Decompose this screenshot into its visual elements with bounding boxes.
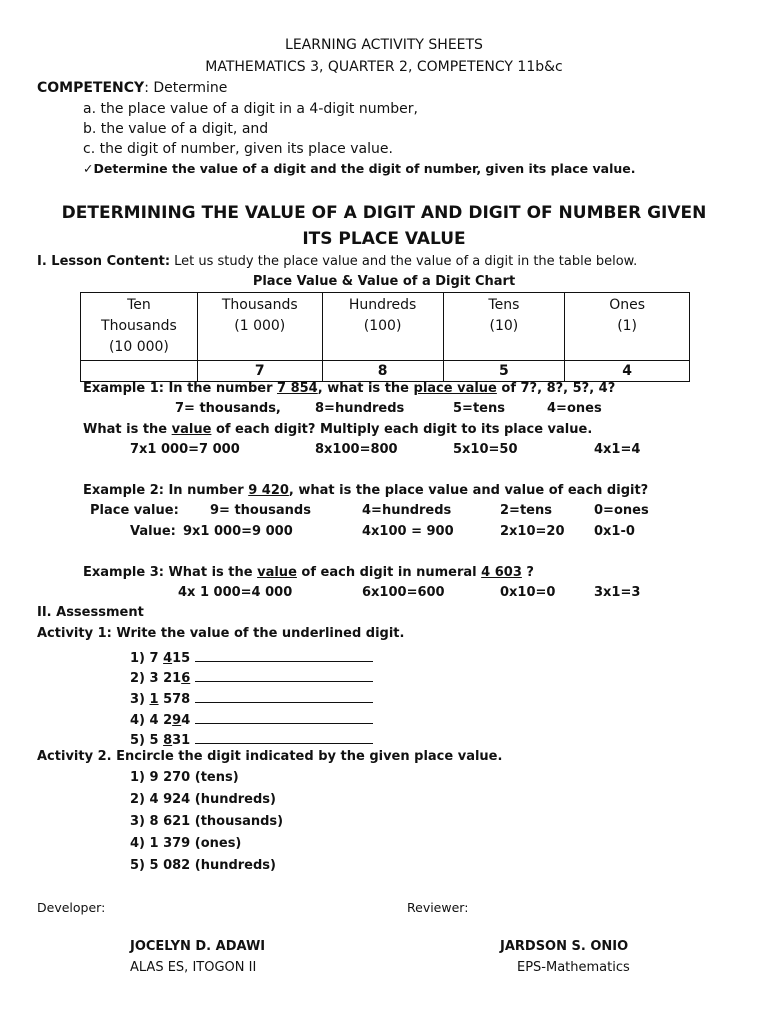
chart-header-line: (100) [363,318,402,334]
example1-answer-thousands: 7= thousands, [175,401,281,416]
reviewer-label: Reviewer: [407,900,469,915]
example1-answer-ones: 4=ones [547,401,602,416]
chart-header-line: Ones [609,297,646,313]
example3-value: 6x100=600 [362,585,445,600]
reviewer-name: JARDSON S. ONIO [500,939,629,954]
example-number: 7 854 [277,381,318,396]
competency-line [37,81,227,95]
competency-focus [83,163,636,176]
activity1-item [130,730,373,747]
activity2-item: 2) 4 924 (hundreds) [130,792,276,807]
competency-label: COMPETENCY [37,80,145,96]
sheet-header: LEARNING ACTIVITY SHEETS [285,37,483,53]
chart-header-line: Thousands [221,297,298,313]
activity2-item: 3) 8 621 (thousands) [130,814,284,829]
chart-header-line: Thousands [101,318,177,334]
example2-place-value: 9= thousands [210,503,311,518]
example2-value: 9x1 000=9 000 [183,524,293,539]
example-term: value [257,565,297,580]
underlined-digit: 6 [181,671,191,686]
example1-question2 [83,423,592,436]
page-title: DETERMINING THE VALUE OF A DIGIT AND DIGIT OF NUMBER GIVEN [61,203,707,223]
example-text: Example 1: In the number [83,381,278,396]
competency-item-a: a. the place value of a digit in a 4-digit number, [83,101,418,117]
example3-value: 0x10=0 [500,585,556,600]
chart-digit-tens: 5 [443,361,565,382]
example-text: , what is the [317,381,414,396]
example-text: of 7?, 8?, 5?, 4? [496,381,616,396]
answer-blank[interactable] [195,730,373,744]
example2-place-value: 0=ones [594,503,649,518]
chart-digit-ones: 4 [565,361,690,382]
example-number: 4 603 [481,565,522,580]
chart-header-hundreds [322,293,443,361]
example-number: 9 420 [248,483,289,498]
chart-header-line: Hundreds [348,297,417,313]
developer-org: ALAS ES, ITOGON II [130,960,257,975]
example1-value: 7x1 000=7 000 [130,442,240,457]
answer-blank[interactable] [195,648,373,662]
chart-digit-row [81,361,690,382]
item-text: 1) 7 [130,651,164,666]
item-text: 31 [172,733,191,748]
example2-value: 0x1-0 [594,524,635,539]
chart-header-line: (1 000) [234,318,286,334]
example-text: of each digit? Multiply each digit to its place value. [211,422,593,437]
answer-blank[interactable] [195,668,373,682]
example2-place-value: 2=tens [500,503,552,518]
chart-digit-hundreds: 8 [322,361,443,382]
activity2-title: Activity 2. Encircle the digit indicated by the given place value. [37,749,503,764]
example-text: , what is the place value and value of each digit? [288,483,649,498]
activity1-item [130,668,373,685]
chart-header-line: (10 000) [108,339,169,355]
reviewer-org: EPS-Mathematics [517,960,630,975]
activity1-item [130,648,373,665]
item-text: 578 [158,692,191,707]
lesson-label: I. Lesson Content: [37,254,171,269]
activity1-item [130,689,373,706]
example2-value-label: Value: [130,524,176,539]
activity1-title: Activity 1: Write the value of the underlined digit. [37,626,405,641]
underlined-digit: 8 [163,733,173,748]
answer-blank[interactable] [195,710,373,724]
assessment-heading: II. Assessment [37,605,144,620]
example1-value: 5x10=50 [453,442,518,457]
developer-label: Developer: [37,900,106,915]
example1-value: 8x100=800 [315,442,398,457]
lesson-text: Let us study the place value and the value of a digit in the table below. [170,254,638,269]
example2-value: 4x100 = 900 [362,524,454,539]
sheet-subheader: MATHEMATICS 3, QUARTER 2, COMPETENCY 11b&c [205,59,563,75]
page-title-line2: ITS PLACE VALUE [302,229,466,249]
example1-question [83,382,615,395]
underlined-digit: 4 [163,651,173,666]
developer-name: JOCELYN D. ADAWI [130,939,266,954]
chart-digit-ten-thousands [81,361,198,382]
item-text: 2) 3 21 [130,671,182,686]
chart-header-row [81,293,690,361]
example1-answer-hundreds: 8=hundreds [315,401,405,416]
example2-value: 2x10=20 [500,524,565,539]
example2-place-value-label: Place value: [90,503,179,518]
example1-answer-tens: 5=tens [453,401,505,416]
underlined-digit: 9 [172,713,182,728]
chart-header-ten-thousands [81,293,198,361]
item-text: 4 [181,713,191,728]
competency-intro: : Determine [144,80,228,96]
example2-place-value: 4=hundreds [362,503,452,518]
item-text: 3) [130,692,150,707]
example3-value: 3x1=3 [594,585,641,600]
chart-header-line: (1) [617,318,638,334]
item-text: 4) 4 2 [130,713,173,728]
competency-item-b: b. the value of a digit, and [83,121,269,137]
chart-header-tens [443,293,565,361]
chart-header-line: Ten [127,297,151,313]
chart-digit-thousands: 7 [197,361,322,382]
chart-caption: Place Value & Value of a Digit Chart [252,274,516,289]
place-value-chart [80,292,690,382]
example2-question [83,484,648,497]
check-mark-icon: ✓ [83,161,94,176]
activity1-item [130,710,373,727]
chart-header-ones [565,293,690,361]
activity2-item: 5) 5 082 (hundreds) [130,858,276,873]
example3-value: 4x 1 000=4 000 [178,585,293,600]
example-text: Example 3: What is the [83,565,258,580]
competency-focus-text: Determine the value of a digit and the digit of number, given its place value. [93,161,636,176]
example1-value: 4x1=4 [594,442,641,457]
answer-blank[interactable] [195,689,373,703]
item-text: 5) 5 [130,733,164,748]
competency-item-c: c. the digit of number, given its place value. [83,141,393,157]
underlined-digit: 1 [149,692,159,707]
example-text: ? [521,565,534,580]
lesson-intro [37,255,637,268]
example-term: value [171,422,212,437]
example3-question [83,566,534,579]
activity2-item: 4) 1 379 (ones) [130,836,242,851]
chart-header-thousands [197,293,322,361]
chart-header-line: (10) [489,318,519,334]
example-text: What is the [83,422,172,437]
chart-header-line: Tens [488,297,520,313]
example-text: Example 2: In number [83,483,249,498]
example-term: place value [413,381,497,396]
activity2-item: 1) 9 270 (tens) [130,770,239,785]
example-text: of each digit in numeral [296,565,482,580]
item-text: 15 [172,651,191,666]
